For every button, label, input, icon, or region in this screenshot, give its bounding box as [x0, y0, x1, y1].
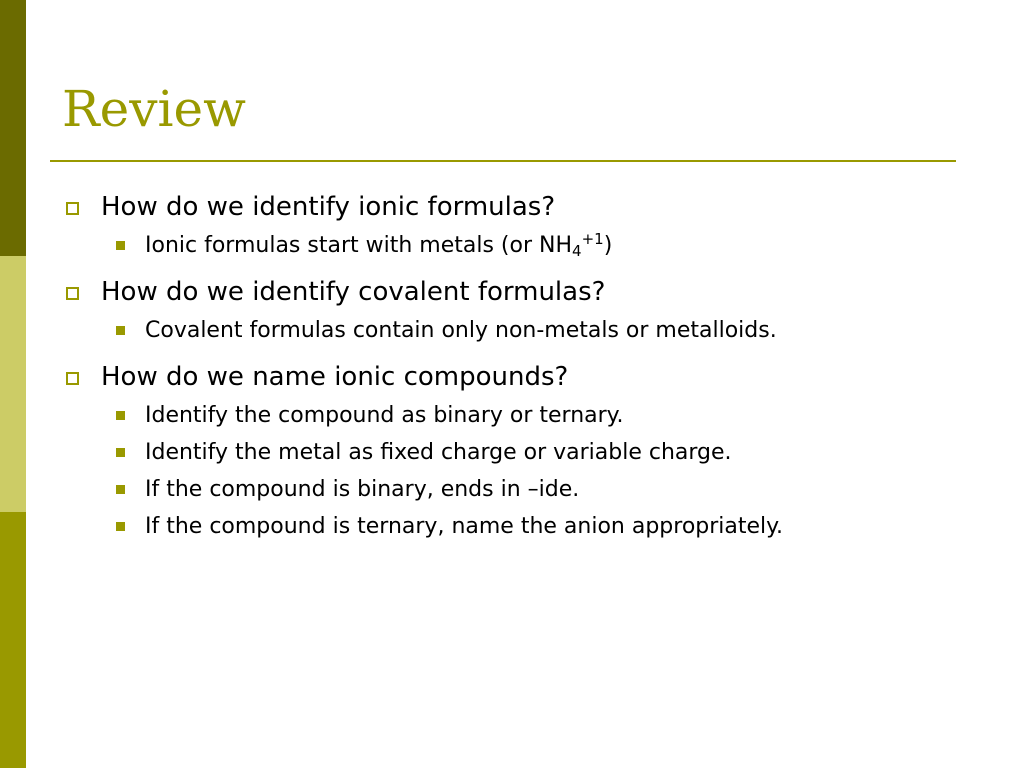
answer-item — [64, 314, 815, 348]
title-divider — [50, 160, 956, 162]
answer-text: If the compound is ternary, name the anion appropriately. — [145, 514, 784, 539]
answer-text: Identify the metal as fixed charge or variable charge. — [145, 440, 732, 465]
hollow-square-bullet-icon — [66, 287, 79, 300]
question-text: How do we name ionic compounds? — [101, 362, 569, 392]
answer-suffix-text: ) — [603, 233, 613, 258]
answer-text: If the compound is binary, ends in –ide. — [145, 477, 580, 502]
answer-text: Ionic formulas start with metals (or NH — [145, 233, 573, 258]
question-item — [64, 273, 964, 311]
question-text: How do we identify covalent formulas? — [101, 277, 606, 307]
answer-item — [64, 510, 845, 544]
side-bar-middle — [0, 256, 26, 512]
subscript-text: 4 — [572, 242, 582, 260]
slide-title: Review — [62, 80, 246, 138]
question-item — [64, 188, 964, 226]
answer-text: Identify the compound as binary or ternary. — [145, 403, 624, 428]
side-bar-bottom — [0, 512, 26, 768]
answer-item — [64, 436, 985, 470]
answer-text: Covalent formulas contain only non-metals or metalloids. — [145, 318, 777, 343]
filled-square-bullet-icon — [116, 448, 125, 457]
hollow-square-bullet-icon — [66, 372, 79, 385]
filled-square-bullet-icon — [116, 241, 125, 250]
superscript-text: +1 — [581, 230, 604, 248]
question-item — [64, 358, 964, 396]
answer-item — [64, 399, 945, 433]
filled-square-bullet-icon — [116, 485, 125, 494]
filled-square-bullet-icon — [116, 522, 125, 531]
side-bar-top — [0, 0, 26, 256]
answer-item — [64, 229, 905, 263]
slide-content — [64, 188, 964, 544]
question-text: How do we identify ionic formulas? — [101, 192, 556, 222]
filled-square-bullet-icon — [116, 326, 125, 335]
answer-item — [64, 473, 945, 507]
hollow-square-bullet-icon — [66, 202, 79, 215]
filled-square-bullet-icon — [116, 411, 125, 420]
